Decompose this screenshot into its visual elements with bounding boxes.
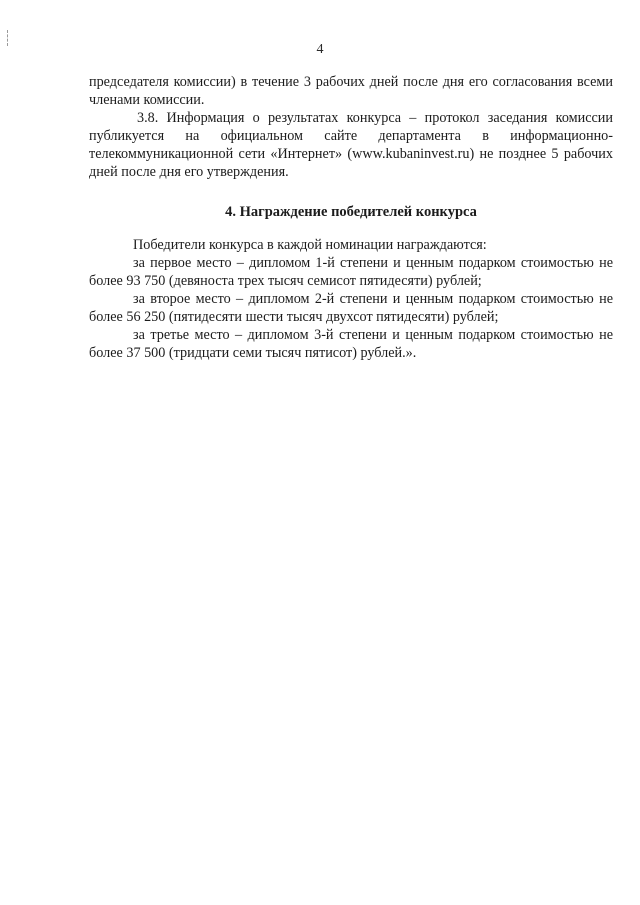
page-number: 4 [316, 42, 324, 57]
section-4-body [89, 236, 613, 362]
section-4-heading: 4. Награждение победителей конкурса [225, 204, 477, 220]
awards-intro: Победители конкурса в каждой номинации награждаются: [133, 237, 487, 253]
award-second-place: за второе место – дипломом 2-й степени и ценным подарком стоимостью не более 56 250 (пятидесяти шести тысяч двухсот пятидесяти) рублей; [89, 291, 613, 325]
paragraph-3-8: 3.8. Информация о результатах конкурса – протокол заседания комиссии публикуется на официальном сайте департамента в информационно-телекоммуникационной сети «Интернет» (www.kubaninvest.ru) не позднее 5 рабочих дней после дня его утверждения. [89, 110, 613, 180]
award-third-place: за третье место – дипломом 3-й степени и ценным подарком стоимостью не более 37 500 (тридцати семи тысяч пятисот) рублей.». [89, 327, 613, 361]
paragraph-continued: председателя комиссии) в течение 3 рабочих дней после дня его согласования всеми членами комиссии. [89, 74, 613, 108]
section-3-continuation [89, 73, 613, 181]
award-first-place: за первое место – дипломом 1-й степени и ценным подарком стоимостью не более 93 750 (девяноста трех тысяч семисот пятидесяти) рублей; [89, 255, 613, 289]
